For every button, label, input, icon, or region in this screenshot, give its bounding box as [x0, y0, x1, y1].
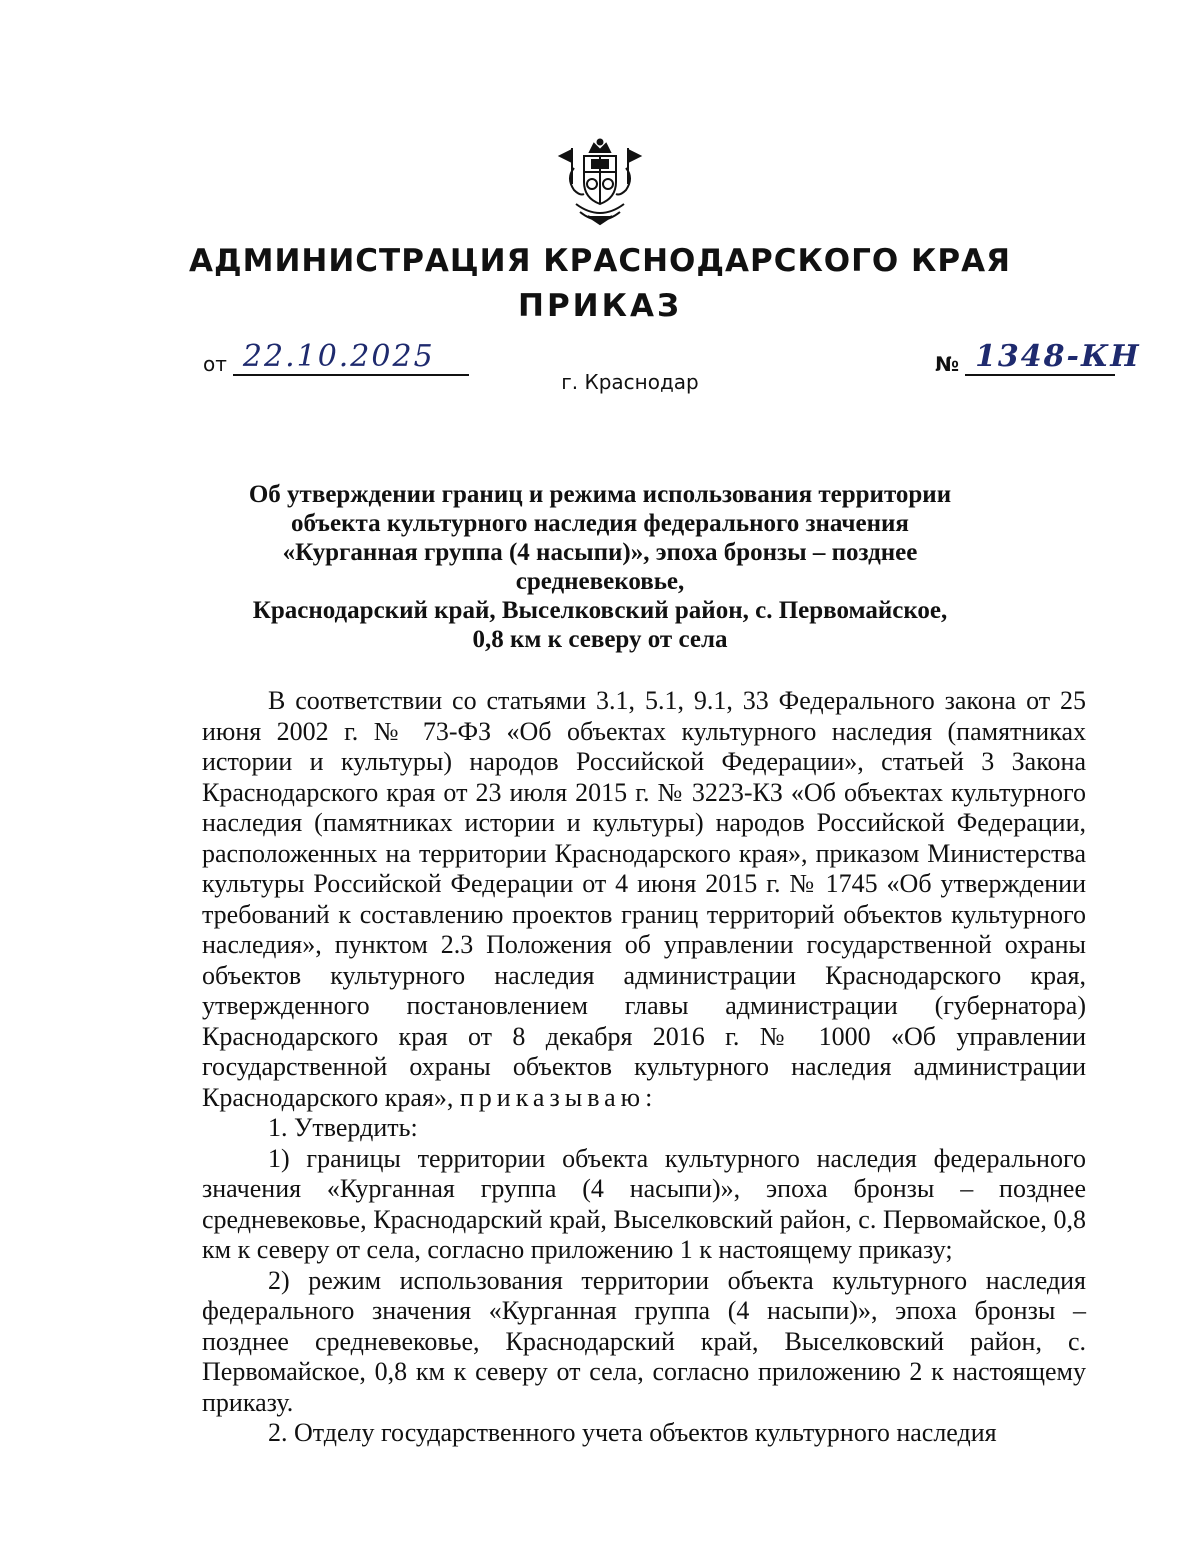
organization-name: АДМИНИСТРАЦИЯ КРАСНОДАРСКОГО КРАЯ [189, 243, 1011, 279]
document-type: ПРИКАЗ [518, 288, 682, 324]
intro-paragraph [202, 686, 1086, 1113]
handwritten-date: 22.10.2025 [242, 339, 435, 374]
coat-of-arms-icon [552, 138, 648, 228]
title-line: Об утверждении границ и режима использования территории [248, 481, 952, 508]
date-label: от [203, 352, 227, 376]
document-body [202, 686, 1086, 1449]
handwritten-number: 1348-КН [975, 339, 1141, 374]
order-word: приказываю: [459, 1082, 658, 1112]
title-line: объекта культурного наследия федерального значения [291, 510, 909, 537]
intro-text: В соответствии со статьями 3.1, 5.1, 9.1, 33 Федерального закона от 25 июня 2002 г. № 73-ФЗ «Об объектах культурного наследия (памятниках истории и культуры) народов Российской Федерации», статьей 3 Закона Краснодарского края от 23 июля 2015 г. № 3223-КЗ «Об объектах культурного наследия (памятниках истории и культуры) народов Российской Федерации, расположенных на территории Краснодарского края», приказом Министерства культуры Российской Федерации от 4 июня 2015 г. № 1745 «Об утверждении требований к составлению проектов границ территорий объектов культурного наследия», пунктом 2.3 Положения об управлении государственной охраны объектов культурного наследия администрации Краснодарского края, утвержденного постановлением главы администрации (губернатора) Краснодарского края от 8 декабря 2016 г. № 1000 «Об управлении государственной охраны объектов культурного наследия администрации Краснодарского края», [202, 686, 1086, 1112]
title-line: «Курганная группа (4 насыпи)», эпоха бронзы – позднее средневековье, [282, 539, 918, 595]
item-1-1: 1) границы территории объекта культурного наследия федерального значения «Курганная группа (4 насыпи)», эпоха бронзы – позднее средневековье, Краснодарский край, Выселковский район, с. Первомайское, 0,8 км к северу от села, согласно приложению 1 к настоящему приказу; [202, 1143, 1086, 1264]
item-1: 1. Утвердить: [268, 1113, 418, 1142]
item-2: 2. Отделу государственного учета объектов культурного наследия [268, 1418, 997, 1447]
document-title [200, 480, 1000, 654]
title-line: Краснодарский край, Выселковский район, с. Первомайское, [252, 597, 948, 624]
city-name: г. Краснодар [561, 370, 699, 394]
title-line: 0,8 км к северу от села [472, 626, 728, 653]
number-label: № [935, 352, 960, 376]
item-1-2: 2) режим использования территории объекта культурного наследия федерального значения «Курганная группа (4 насыпи)», эпоха бронзы – позднее средневековье, Краснодарский край, Выселковский район, с. Первомайское, 0,8 км к северу от села, согласно приложению 2 к настоящему приказу. [202, 1265, 1086, 1417]
